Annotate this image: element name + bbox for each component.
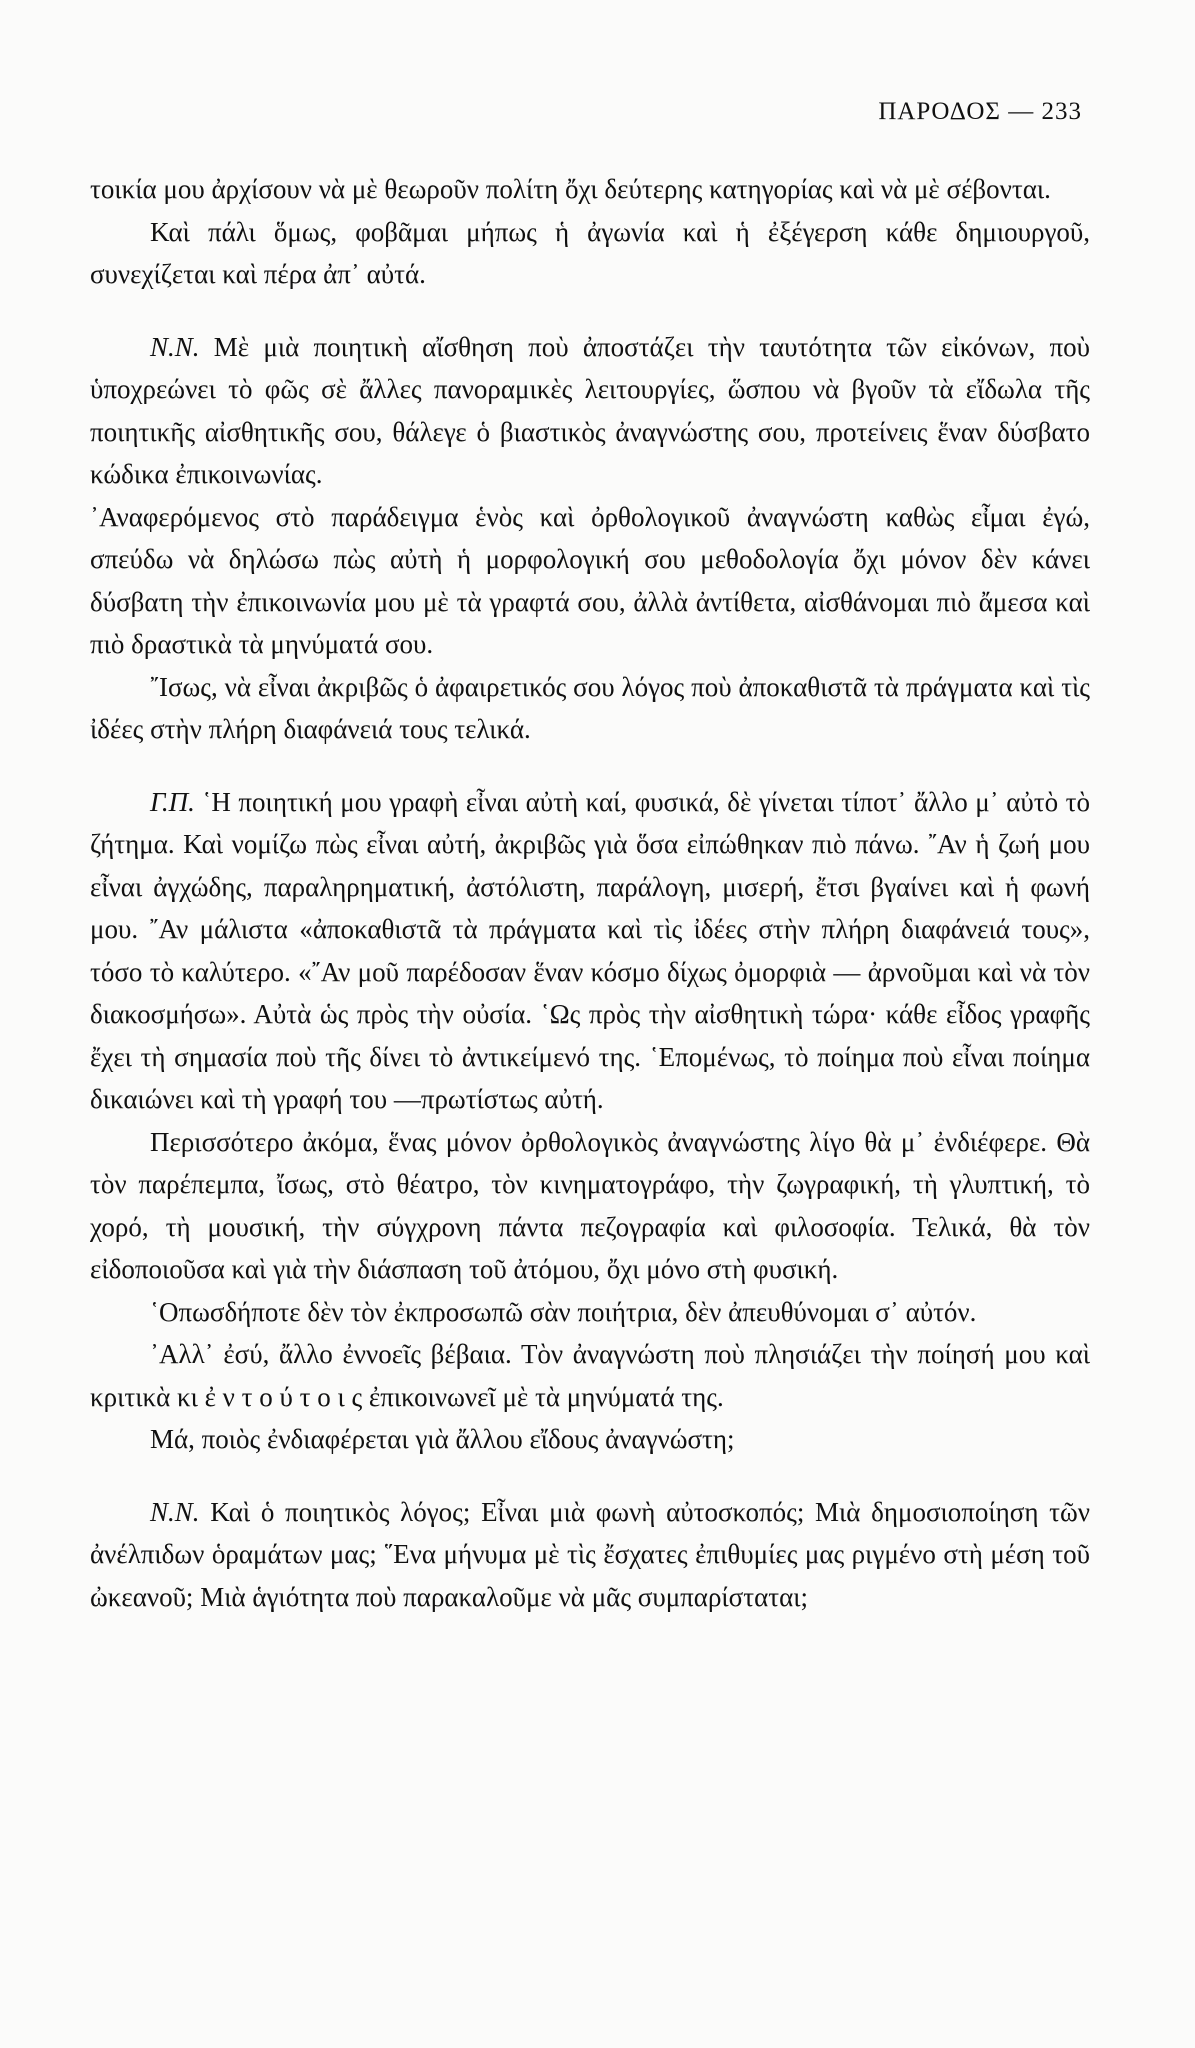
paragraph-text: ῎Ισως, νὰ εἶναι ἀκριβῶς ὁ ἀφαιρετικός σου λόγος ποὺ ἀποκαθιστᾶ τὰ πράγματα καὶ τὶς ἰδέες στὴν πλήρη διαφάνειά τους τελικά. — [90, 671, 1090, 744]
paragraph-text: Μά, ποιὸς ἐνδιαφέρεται γιὰ ἄλλου εἴδους ἀναγνώστη; — [150, 1424, 735, 1454]
paragraph-text: ῾Οπωσδήποτε δὲν τὸν ἐκπροσωπῶ σὰν ποιήτρια, δὲν ἀπευθύνομαι σ᾽ αὐτόν. — [150, 1296, 977, 1327]
paragraph-text: ῾Η ποιητική μου γραφὴ εἶναι αὐτὴ καί, φυσικά, δὲ γίνεται τίποτ᾽ ἄλλο μ᾽ αὐτὸ τὸ ζήτημα. Καὶ νομίζω πὼς εἶναι αὐτή, ἀκριβῶς γιὰ ὅσα εἰπώθηκαν πιὸ πάνω. ῎Αν ἡ ζωή μου εἶναι ἀγχώδης, παραληρηματική, ἀστόλιστη, παράλογη, μισερή, ἔτσι βγαίνει καὶ ἡ φωνή μου. ῎Αν μάλιστα «ἀποκαθιστᾶ τὰ πράγματα καὶ τὶς ἰδέες στὴν πλήρη διαφάνειά τους», τόσο τὸ καλύτερο. «῎Αν μοῦ παρέδοσαν ἕναν κόσμο δίχως ὀμορφιὰ — ἀρνοῦμαι καὶ νὰ τὸν διακοσμήσω». Αὐτὰ ὡς πρὸς τὴν οὐσία. ῾Ως πρὸς τὴν αἰσθητικὴ τώρα· κάθε εἶδος γραφῆς ἔχει τὴ σημασία ποὺ τῆς δίνει τὸ ἀντικείμενό της. ῾Επομένως, τὸ ποίημα ποὺ εἶναι ποίημα δικαιώνει καὶ τὴ γραφή του —πρωτίστως αὐτή. — [90, 786, 1090, 1114]
paragraph-text: τοικία μου ἀρχίσουν νὰ μὲ θεωροῦν πολίτη ὄχι δεύτερης κατηγορίας καὶ νὰ μὲ σέβονται. — [90, 174, 1051, 204]
paragraph-text: Καὶ πάλι ὅμως, φοβᾶμαι μήπως ἡ ἀγωνία καὶ ἡ ἐξέγερση κάθε δημιουργοῦ, συνεχίζεται καὶ πέρα ἀπ᾽ αὐτά. — [90, 216, 1090, 289]
paragraph-text: ᾽Αλλ᾽ ἐσύ, ἄλλο ἐννοεῖς βέβαια. Τὸν ἀναγνώστη ποὺ πλησιάζει τὴν ποίησή μου καὶ κριτικὰ κι ἐ ν τ ο ύ τ ο ι ς ἐπικοινωνεῖ μὲ τὰ μηνύματά της. — [90, 1339, 1090, 1412]
body-text — [90, 168, 1090, 1618]
paragraph-question — [90, 326, 1090, 496]
paragraph-answer — [90, 781, 1090, 1121]
speaker-label: Γ.Π. — [150, 786, 195, 817]
paragraph-text: Περισσότερο ἀκόμα, ἕνας μόνον ὀρθολογικὸς ἀναγνώστης λίγο θὰ μ᾽ ἐνδιέφερε. Θὰ τὸν παρέπεμπα, ἴσως, στὸ θέατρο, τὸν κινηματογράφο, τὴν ζωγραφική, τὴ γλυπτική, τὸ χορό, τὴ μουσική, τὴν σύγχρονη πάντα πεζογραφία καὶ φιλοσοφία. Τελικά, θὰ τὸν εἰδοποιοῦσα καὶ γιὰ τὴν διάσπαση τοῦ ἀτόμου, ὄχι μόνο στὴ φυσική. — [90, 1126, 1090, 1284]
speaker-label: Ν.Ν. — [150, 1496, 200, 1527]
paragraph-text: Καὶ ὁ ποιητικὸς λόγος; Εἶναι μιὰ φωνὴ αὐτοσκοπός; Μιὰ δημοσιοποίηση τῶν ἀνέλπιδων ὁραμάτων μας; ῞Ενα μήνυμα μὲ τὶς ἔσχατες ἐπιθυμίες μας ριγμένο στὴ μέση τοῦ ὠκεανοῦ; Μιὰ ἁγιότητα ποὺ παρακαλοῦμε νὰ μᾶς συμπαρίσταται; — [90, 1496, 1091, 1612]
paragraph — [90, 496, 1090, 666]
paragraph-text: ᾽Αναφερόμενος στὸ παράδειγμα ἑνὸς καὶ ὀρθολογικοῦ ἀναγνώστη καθὼς εἶμαι ἐγώ, σπεύδω νὰ δηλώσω πὼς αὐτὴ ἡ μορφολογική σου μεθοδολογία ὄχι μόνον δὲν κάνει δύσβατη τὴν ἐπικοινωνία μου μὲ τὰ γραφτά σου, ἀλλὰ ἀντίθετα, αἰσθάνομαι πιὸ ἄμεσα καὶ πιὸ δραστικὰ τὰ μηνύματά σου. — [90, 501, 1090, 659]
paragraph — [90, 1121, 1090, 1291]
paragraph-continued — [90, 168, 1090, 211]
paragraph-question — [90, 1491, 1090, 1619]
paragraph — [90, 1291, 1090, 1334]
paragraph — [90, 211, 1090, 296]
speaker-label: Ν.Ν. — [150, 331, 200, 362]
paragraph — [90, 1418, 1090, 1461]
paragraph-text: Μὲ μιὰ ποιητικὴ αἴσθηση ποὺ ἀποστάζει τὴν ταυτότητα τῶν εἰκόνων, ποὺ ὑποχρεώνει τὸ φῶς σὲ ἄλλες πανοραμικὲς λειτουργίες, ὥσπου νὰ βγοῦν τὰ εἴδωλα τῆς ποιητικῆς αἰσθητικῆς σου, θάλεγε ὁ βιαστικὸς ἀναγνώστης σου, προτείνεις ἕναν δύσβατο κώδικα ἐπικοινωνίας. — [90, 331, 1090, 489]
paragraph — [90, 1333, 1090, 1418]
running-head: ΠΑΡΟΔΟΣ — 233 — [878, 98, 1082, 125]
paragraph — [90, 666, 1090, 751]
